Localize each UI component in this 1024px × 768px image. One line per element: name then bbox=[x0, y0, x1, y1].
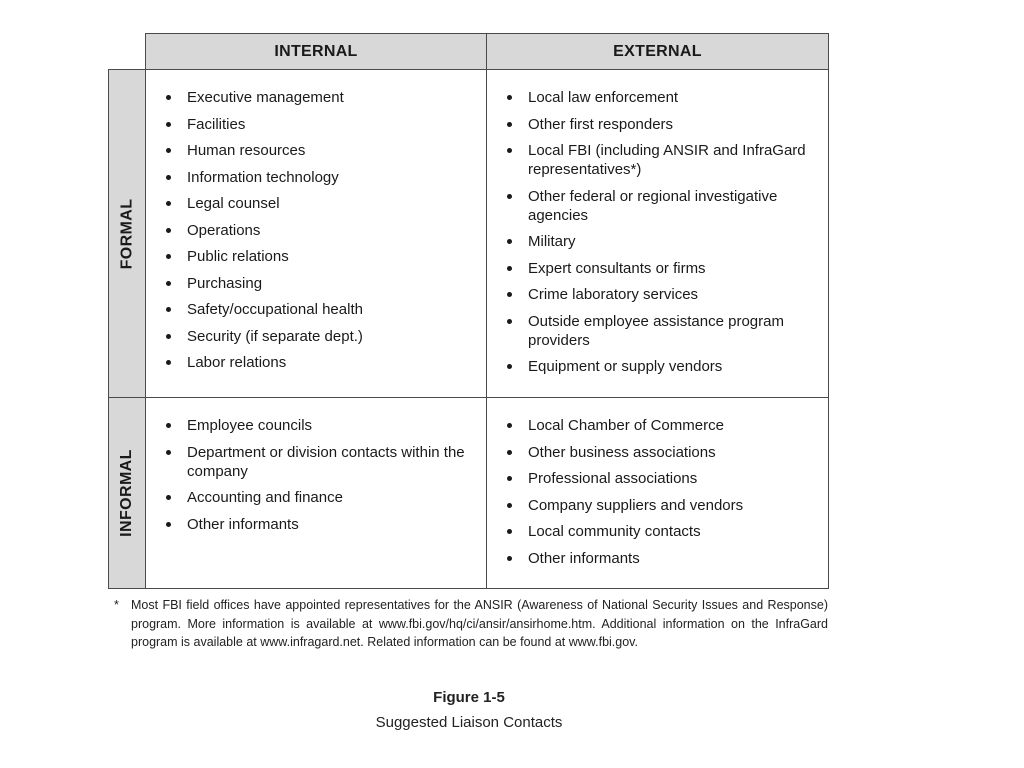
list-item: Information technology bbox=[164, 168, 472, 187]
list-item: Outside employee assistance program providers bbox=[505, 312, 814, 350]
formal-external-list bbox=[505, 88, 814, 376]
row-header-formal bbox=[108, 69, 146, 398]
figure-title: Suggested Liaison Contacts bbox=[375, 714, 563, 731]
list-item: Public relations bbox=[164, 247, 472, 266]
list-item: Military bbox=[505, 232, 814, 251]
list-item: Professional associations bbox=[505, 469, 814, 488]
informal-external-cell bbox=[486, 397, 829, 589]
list-item: Human resources bbox=[164, 141, 472, 160]
liaison-contacts-table bbox=[109, 33, 829, 588]
figure-label: Figure 1-5 bbox=[433, 689, 505, 706]
informal-internal-list bbox=[164, 416, 472, 534]
column-header-external: EXTERNAL bbox=[486, 33, 829, 70]
list-item: Legal counsel bbox=[164, 194, 472, 213]
list-item: Labor relations bbox=[164, 353, 472, 372]
row-label-formal: FORMAL bbox=[118, 198, 135, 269]
row-header-informal bbox=[108, 397, 146, 589]
list-item: Company suppliers and vendors bbox=[505, 496, 814, 515]
list-item: Other informants bbox=[164, 515, 472, 534]
list-item: Equipment or supply vendors bbox=[505, 357, 814, 376]
informal-external-list bbox=[505, 416, 814, 568]
list-item: Facilities bbox=[164, 115, 472, 134]
list-item: Expert consultants or firms bbox=[505, 259, 814, 278]
list-item: Other federal or regional investigative agencies bbox=[505, 187, 814, 225]
list-item: Operations bbox=[164, 221, 472, 240]
row-label-informal: INFORMAL bbox=[118, 449, 136, 537]
list-item: Crime laboratory services bbox=[505, 285, 814, 304]
footnote-text: Most FBI field offices have appointed representatives for the ANSIR (Awareness of National Security Issues and Response) program. More information is available at www.fbi.gov/hq/ci/ansir/ansirhome.htm. Additional information on the InfraGard program is available at www.infragard.net. Related information can be found at www.fbi.gov. bbox=[131, 598, 828, 649]
list-item: Accounting and finance bbox=[164, 488, 472, 507]
list-item: Other business associations bbox=[505, 443, 814, 462]
footnote bbox=[114, 596, 828, 652]
list-item: Local law enforcement bbox=[505, 88, 814, 107]
list-item: Other informants bbox=[505, 549, 814, 568]
list-item: Local Chamber of Commerce bbox=[505, 416, 814, 435]
list-item: Safety/occupational health bbox=[164, 300, 472, 319]
list-item: Executive management bbox=[164, 88, 472, 107]
column-header-internal: INTERNAL bbox=[145, 33, 487, 70]
list-item: Local FBI (including ANSIR and InfraGard representatives*) bbox=[505, 141, 814, 179]
formal-internal-cell bbox=[145, 69, 487, 398]
list-item: Employee councils bbox=[164, 416, 472, 435]
formal-external-cell bbox=[486, 69, 829, 398]
list-item: Local community contacts bbox=[505, 522, 814, 541]
list-item: Purchasing bbox=[164, 274, 472, 293]
formal-internal-list bbox=[164, 88, 472, 372]
list-item: Department or division contacts within the company bbox=[164, 443, 472, 481]
list-item: Other first responders bbox=[505, 115, 814, 134]
list-item: Security (if separate dept.) bbox=[164, 327, 472, 346]
table-corner bbox=[108, 33, 146, 70]
informal-internal-cell bbox=[145, 397, 487, 589]
footnote-marker: * bbox=[114, 598, 119, 612]
